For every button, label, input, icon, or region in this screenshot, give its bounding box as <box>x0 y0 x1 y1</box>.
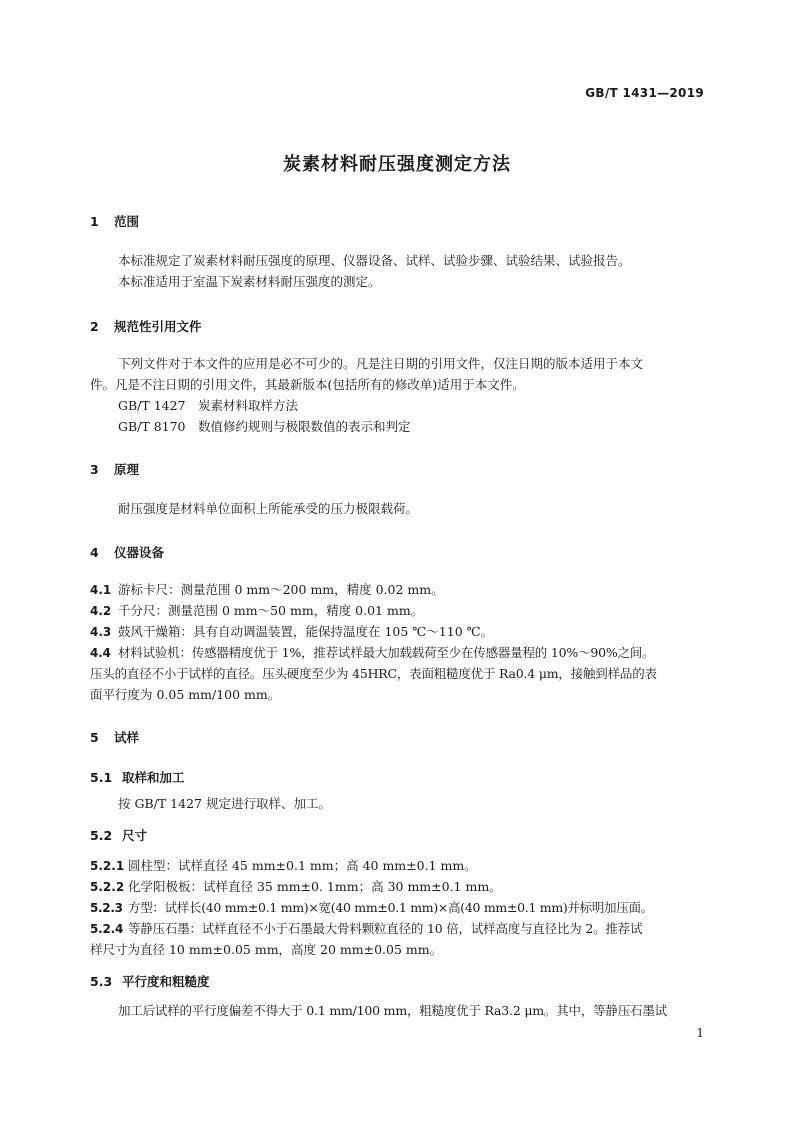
item-number: 4.2 <box>90 604 112 618</box>
item-number: 5.2.3 <box>90 901 123 915</box>
reference-code: GB/T 1427 <box>118 398 186 413</box>
item-text: 鼓风干燥箱：具有自动调温装置，能保持温度在 105 ℃～110 ℃。 <box>118 624 494 639</box>
item-number: 5.2.1 <box>90 859 125 873</box>
reference-item <box>118 419 411 435</box>
item-number: 5.2.4 <box>90 922 124 936</box>
item-text: 千分尺：测量范围 0 mm～50 mm，精度 0.01 mm。 <box>118 603 424 618</box>
item-number: 5.2.2 <box>90 880 125 894</box>
reference-title: 炭素材料取样方法 <box>198 398 299 413</box>
reference-item <box>118 398 298 414</box>
item-text: 游标卡尺：测量范围 0 mm～200 mm，精度 0.02 mm。 <box>118 582 444 597</box>
section-5-heading <box>90 728 139 746</box>
item-text: 等静压石墨：试样直径不小于石墨最大骨料颗粒直径的 10 倍，试样高度与直径比为 2。推荐试 <box>128 921 643 936</box>
subsection-5-2-heading <box>90 826 147 844</box>
section-number: 1 <box>90 214 99 229</box>
list-item <box>90 603 423 619</box>
section-3-heading <box>90 460 139 478</box>
section-title: 仪器设备 <box>114 545 165 560</box>
subsection-number: 5.1 <box>90 770 113 785</box>
list-item <box>90 858 477 874</box>
paragraph-line: 样尺寸为直径 10 mm±0.05 mm，高度 20 mm±0.05 mm。 <box>90 942 443 957</box>
reference-code: GB/T 8170 <box>118 419 186 434</box>
item-text: 方型：试样长(40 mm±0.1 mm)×宽(40 mm±0.1 mm)×高(40 mm±0.1 mm)并标明加压面。 <box>128 900 653 915</box>
paragraph-line: 件。凡是不注日期的引用文件，其最新版本(包括所有的修改单)适用于本文件。 <box>90 377 525 392</box>
reference-title: 数值修约规则与极限数值的表示和判定 <box>198 419 411 434</box>
list-item <box>90 645 654 661</box>
item-text: 圆柱型：试样直径 45 mm±0.1 mm；高 40 mm±0.1 mm。 <box>128 858 477 873</box>
paragraph-line: 本标准适用于室温下炭素材料耐压强度的测定。 <box>118 274 381 289</box>
page-number: 1 <box>696 1026 704 1040</box>
paragraph-line: 加工后试样的平行度偏差不得大于 0.1 mm/100 mm，粗糙度优于 Ra3.2 μm。其中，等静压石墨试 <box>118 1003 667 1018</box>
subsection-title: 平行度和粗糙度 <box>122 974 210 989</box>
paragraph-line: 压头的直径不小于试样的直径。压头硬度至少为 45HRC，表面粗糙度优于 Ra0.4 μm，接触到样品的表 <box>90 666 657 681</box>
section-1-heading <box>90 212 139 230</box>
paragraph-line: 面平行度为 0.05 mm/100 mm。 <box>90 687 281 702</box>
item-number: 4.4 <box>90 646 111 660</box>
paragraph-line: 按 GB/T 1427 规定进行取样、加工。 <box>118 796 331 811</box>
list-item <box>90 921 642 937</box>
item-number: 4.3 <box>90 625 112 639</box>
section-number: 3 <box>90 462 99 477</box>
item-text: 材料试验机：传感器精度优于 1%，推荐试样最大加载载荷至少在传感器量程的 10%～90%之间。 <box>118 645 655 660</box>
section-number: 2 <box>90 319 99 334</box>
section-number: 5 <box>90 730 99 745</box>
paragraph-line: 本标准规定了炭素材料耐压强度的原理、仪器设备、试样、试验步骤、试验结果、试验报告。 <box>118 253 631 268</box>
list-item <box>90 624 493 640</box>
subsection-number: 5.2 <box>90 828 113 843</box>
section-title: 范围 <box>114 214 140 229</box>
list-item <box>90 900 653 916</box>
standard-number: GB/T 1431—2019 <box>585 86 704 100</box>
section-title: 原理 <box>114 462 140 477</box>
subsection-5-1-heading <box>90 768 185 786</box>
paragraph-line: 下列文件对于本文件的应用是必不可少的。凡是注日期的引用文件，仅注日期的版本适用于本文 <box>118 356 644 371</box>
subsection-5-3-heading <box>90 972 210 990</box>
item-number: 4.1 <box>90 583 112 597</box>
paragraph-line: 耐压强度是材料单位面积上所能承受的压力极限载荷。 <box>118 501 419 516</box>
item-text: 化学阳极板：试样直径 35 mm±0. 1mm；高 30 mm±0.1 mm。 <box>128 879 502 894</box>
section-2-heading <box>90 317 202 335</box>
section-number: 4 <box>90 545 99 560</box>
document-title: 炭素材料耐压强度测定方法 <box>283 154 511 175</box>
subsection-number: 5.3 <box>90 974 113 989</box>
subsection-title: 取样和加工 <box>122 770 185 785</box>
list-item <box>90 582 444 598</box>
list-item <box>90 879 502 895</box>
section-title: 规范性引用文件 <box>114 319 202 334</box>
section-4-heading <box>90 543 164 561</box>
subsection-title: 尺寸 <box>122 828 148 843</box>
section-title: 试样 <box>114 730 140 745</box>
